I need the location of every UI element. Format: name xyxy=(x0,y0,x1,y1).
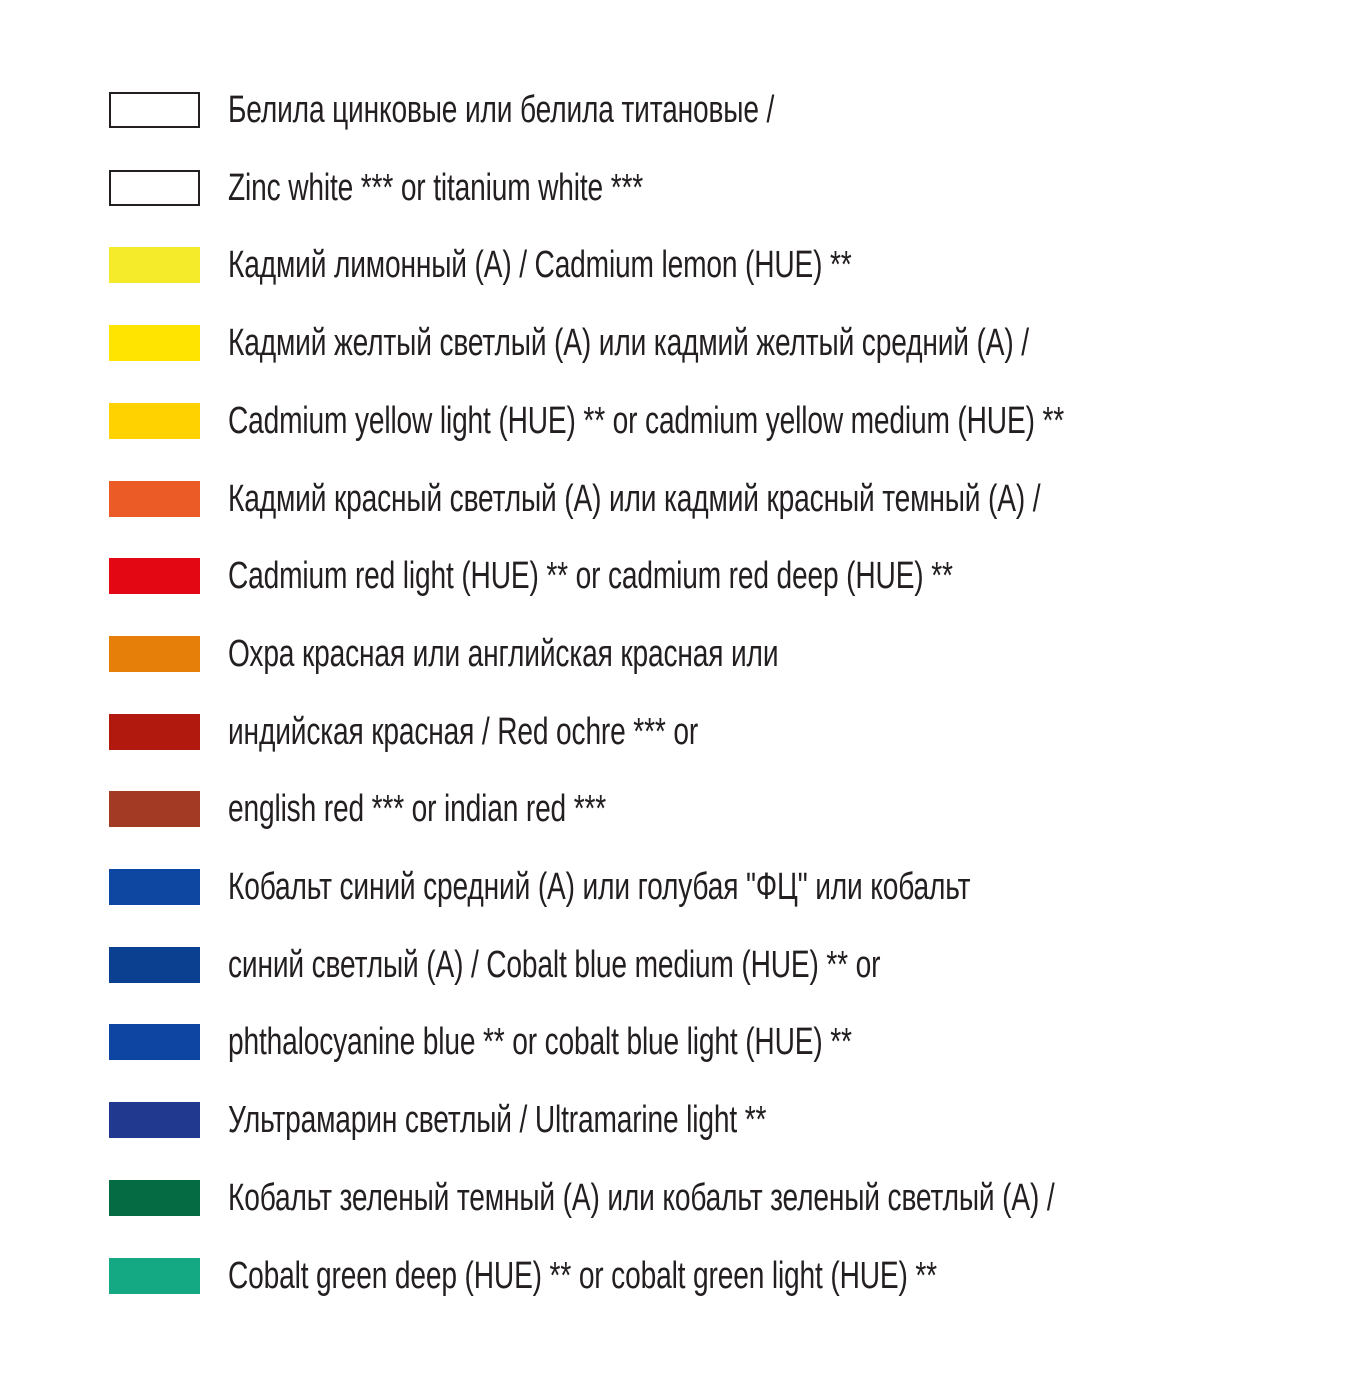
color-swatch xyxy=(109,714,200,750)
color-swatch xyxy=(109,481,200,517)
color-swatch xyxy=(109,558,200,594)
legend-item xyxy=(0,857,1360,917)
legend-item-label: индийская красная / Red ochre *** or xyxy=(228,710,699,753)
legend-item xyxy=(0,235,1360,295)
legend-item-label: Кадмий лимонный (А) / Cadmium lemon (HUE) ** xyxy=(228,244,852,287)
color-swatch xyxy=(109,869,200,905)
legend-item-label: phthalocyanine blue ** or cobalt blue light (HUE) ** xyxy=(228,1021,852,1064)
legend-item-label: Охра красная или английская красная или xyxy=(228,632,779,675)
legend-item-label: Cadmium red light (HUE) ** or cadmium red deep (HUE) ** xyxy=(228,555,953,598)
legend-item xyxy=(0,1246,1360,1306)
legend-item xyxy=(0,1090,1360,1150)
color-swatch xyxy=(109,325,200,361)
color-swatch xyxy=(109,1258,200,1294)
legend-item xyxy=(0,779,1360,839)
legend-item xyxy=(0,1012,1360,1072)
legend-item-label: Кобальт синий средний (А) или голубая "ФЦ" или кобальт xyxy=(228,866,971,908)
legend-item xyxy=(0,469,1360,529)
legend-item-label: синий светлый (А) / Cobalt blue medium (HUE) ** or xyxy=(228,943,881,986)
legend-item-label: Zinc white *** or titanium white *** xyxy=(228,166,644,209)
color-swatch xyxy=(109,1102,200,1138)
legend-item xyxy=(0,391,1360,451)
legend-item xyxy=(0,624,1360,684)
legend-item xyxy=(0,158,1360,218)
color-swatch xyxy=(109,1024,200,1060)
legend-item-label: english red *** or indian red *** xyxy=(228,788,607,831)
legend-item xyxy=(0,313,1360,373)
color-swatch xyxy=(109,92,200,128)
legend-item-label: Cadmium yellow light (HUE) ** or cadmium yellow medium (HUE) ** xyxy=(228,399,1065,442)
legend-item xyxy=(0,702,1360,762)
legend-item xyxy=(0,80,1360,140)
legend-item xyxy=(0,1168,1360,1228)
color-swatch xyxy=(109,247,200,283)
color-swatch xyxy=(109,947,200,983)
legend-item-label: Кадмий желтый светлый (А) или кадмий желтый средний (А) / xyxy=(228,322,1029,365)
legend-item xyxy=(0,935,1360,995)
color-swatch xyxy=(109,791,200,827)
legend-item-label: Cobalt green deep (HUE) ** or cobalt green light (HUE) ** xyxy=(228,1254,937,1297)
legend-item-label: Ультрамарин светлый / Ultramarine light ** xyxy=(228,1099,767,1142)
color-swatch xyxy=(109,403,200,439)
legend-item-label: Кобальт зеленый темный (А) или кобальт зеленый светлый (А) / xyxy=(228,1176,1055,1219)
legend-item xyxy=(0,546,1360,606)
color-swatch xyxy=(109,636,200,672)
legend-item-label: Кадмий красный светлый (А) или кадмий красный темный (А) / xyxy=(228,477,1041,520)
color-swatch xyxy=(109,1180,200,1216)
legend-item-label: Белила цинковые или белила титановые / xyxy=(228,89,775,131)
color-swatch xyxy=(109,170,200,206)
